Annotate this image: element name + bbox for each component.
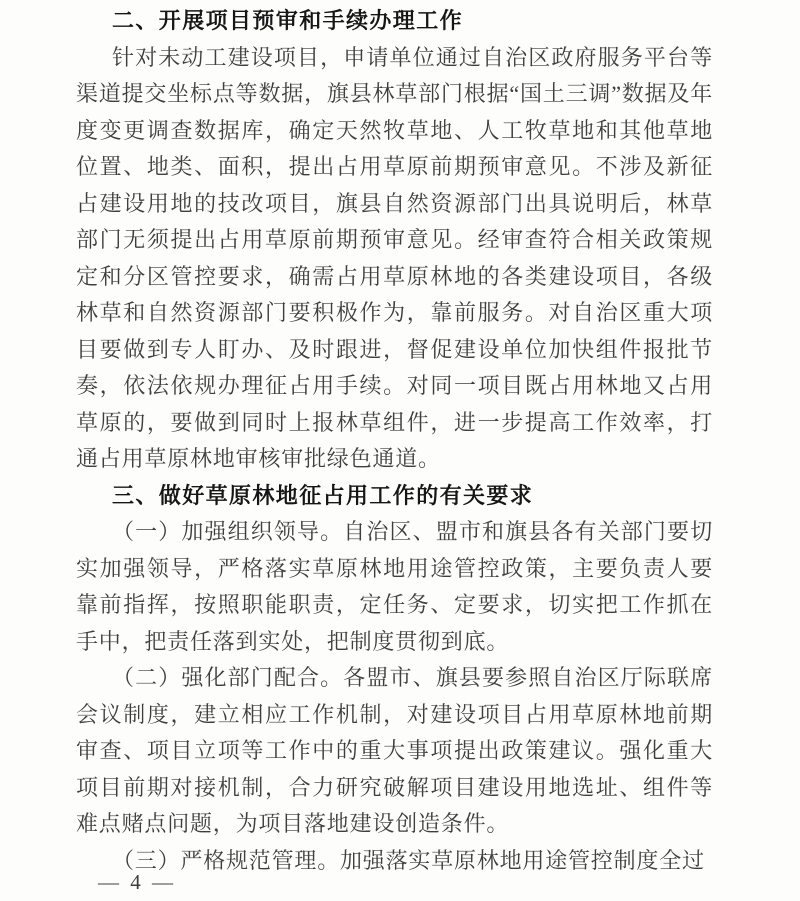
section-heading: 三、做好草原林地征占用工作的有关要求 (112, 482, 534, 508)
body-paragraph: （二）强化部门配合。各盟市、旗县要参照自治区厅际联席会议制度，建立相应工作机制，对建设项目占用草原林地前期审查、项目立项等工作中的重大事项提出政策建议。强化重大项目前期对接机制，合力研究破解项目建设用地选址、组件等难点赌点问题，为项目落地建设创造条件。 (76, 665, 713, 836)
section-heading: 二、开展项目预审和手续办理工作 (112, 8, 464, 33)
body-paragraph: （三）严格规范管理。加强落实草原林地用途管控制度全过 (112, 847, 705, 873)
body-paragraph: （一）加强组织领导。自治区、盟市和旗县各有关部门要切实加强领导，严格落实草原林地用途管控政策，主要负责人要靠前指挥，按照职能职责，定任务、定要求，切实把工作抓在手中，把责任落到实处，把制度贯彻到底。 (76, 519, 713, 654)
document-body (76, 3, 713, 879)
page-number: — 4 — (98, 870, 176, 894)
body-paragraph: 针对未动工建设项目，申请单位通过自治区政府服务平台等渠道提交坐标点等数据，旗县林草部门根据“国土三调”数据及年度变更调查数据库，确定天然牧草地、人工牧草地和其他草地位置、地类、面积，提出占用草原前期预审意见。不涉及新征占建设用地的技改项目，旗县自然资源部门出具说明后，林草部门无须提出占用草原前期预审意见。经审查符合相关政策规定和分区管控要求，确需占用草原林地的各类建设项目，各级林草和自然资源部门要积极作为，靠前服务。对自治区重大项目要做到专人盯办、及时跟进，督促建设单位加快组件报批节奏，依法依规办理征占用手续。对同一项目既占用林地又占用草原的，要做到同时上报林草组件，进一步提高工作效率，打通占用草原林地审核审批绿色通道。 (76, 44, 713, 471)
